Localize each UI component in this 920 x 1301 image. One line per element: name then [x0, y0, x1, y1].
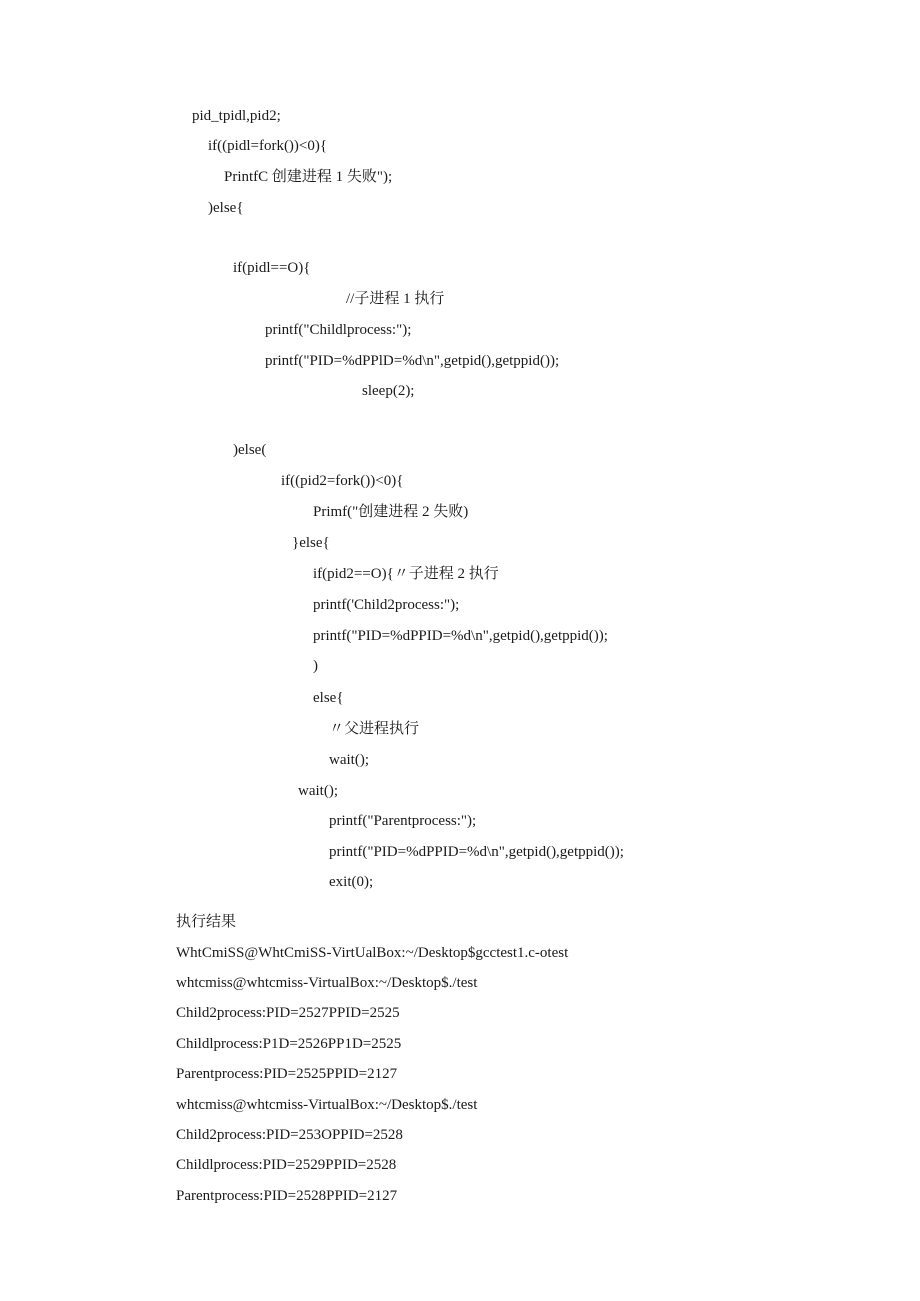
- result-line: Parentprocess:PID=2525PPID=2127: [176, 1066, 398, 1082]
- code-line: //子进程 1 执行: [346, 291, 445, 307]
- code-line: 〃父进程执行: [329, 721, 420, 737]
- code-line: if((pidl=fork())<0){: [208, 138, 328, 154]
- code-line: printf("Parentprocess:");: [329, 813, 477, 829]
- code-line: ): [313, 658, 318, 674]
- result-line: Childlprocess:P1D=2526PP1D=2525: [176, 1036, 402, 1052]
- result-line: whtcmiss@whtcmiss-VirtualBox:~/Desktop$./test: [176, 1097, 478, 1113]
- code-line: pid_tpidl,pid2;: [192, 108, 281, 124]
- code-line: sleep(2);: [362, 383, 415, 399]
- code-line: if(pid2==O){〃子进程 2 执行: [313, 566, 499, 582]
- code-line: if((pid2=fork())<0){: [281, 473, 404, 489]
- code-line: printf('Child2process:");: [313, 597, 460, 613]
- code-line: Primf("创建进程 2 失败): [313, 504, 469, 520]
- code-line: printf("Childlprocess:");: [265, 322, 412, 338]
- code-line: if(pidl==O){: [233, 260, 311, 276]
- code-line: }else{: [292, 535, 330, 551]
- code-line: printf("PID=%dPPID=%d\n",getpid(),getppid());: [329, 844, 624, 860]
- result-line: Child2process:PID=253OPPID=2528: [176, 1127, 403, 1143]
- code-line: wait();: [298, 783, 338, 799]
- code-line: exit(0);: [329, 874, 374, 890]
- code-line: printf("PID=%dPPlD=%d\n",getpid(),getppid());: [265, 353, 560, 369]
- code-line: wait();: [329, 752, 369, 768]
- result-line: whtcmiss@whtcmiss-VirtualBox:~/Desktop$./test: [176, 975, 478, 991]
- code-line: )else{: [208, 200, 244, 216]
- result-line: Parentprocess:PID=2528PPID=2127: [176, 1188, 398, 1204]
- code-line: PrintfC 创建进程 1 失败");: [224, 169, 393, 185]
- result-line: Childlprocess:PID=2529PPID=2528: [176, 1157, 397, 1173]
- code-line: )else(: [233, 442, 267, 458]
- result-line: Child2process:PID=2527PPID=2525: [176, 1005, 400, 1021]
- code-line: printf("PID=%dPPID=%d\n",getpid(),getppid());: [313, 628, 608, 644]
- code-line: else{: [313, 690, 344, 706]
- result-heading: 执行结果: [176, 912, 237, 930]
- result-line: WhtCmiSS@WhtCmiSS-VirtUalBox:~/Desktop$gcctest1.c-otest: [176, 945, 569, 961]
